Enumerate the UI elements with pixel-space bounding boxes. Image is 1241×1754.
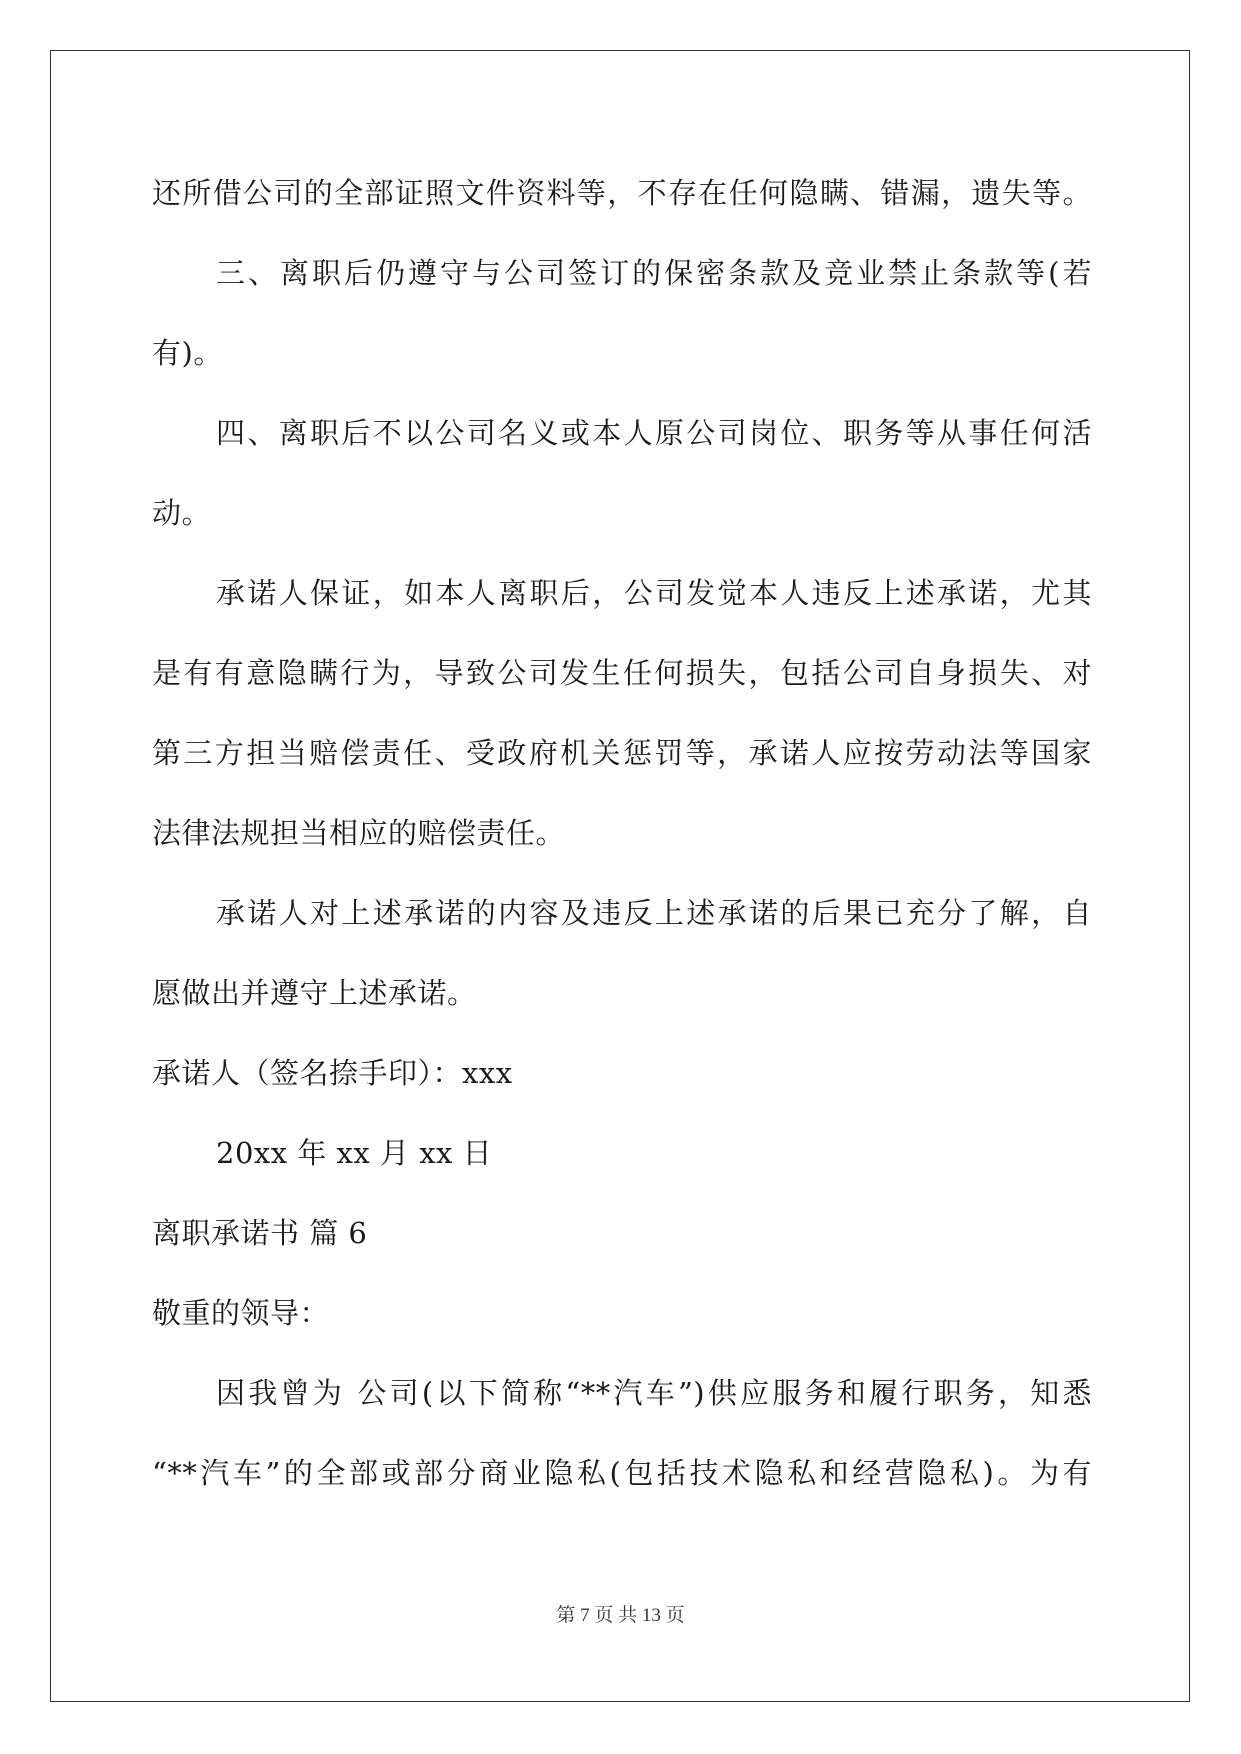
paragraph-line-1: 还所借公司的全部证照文件资料等，不存在任何隐瞒、错漏，遗失等。	[152, 176, 1092, 210]
signature-line: 承诺人（签名捺手印）：xxx	[152, 1056, 513, 1090]
paragraph-line-8: 第三方担当赔偿责任、受政府机关惩罚等，承诺人应按劳动法等国家	[152, 736, 1092, 770]
paragraph-line-10: 承诺人对上述承诺的内容及违反上述承诺的后果已充分了解，自	[216, 896, 1092, 930]
paragraph-line-17: “**汽车”的全部或部分商业隐私(包括技术隐私和经营隐私)。为有	[152, 1456, 1092, 1490]
paragraph-line-7: 是有有意隐瞒行为，导致公司发生任何损失，包括公司自身损失、对	[152, 656, 1092, 690]
date-line: 20xx 年 xx 月 xx 日	[216, 1136, 493, 1170]
paragraph-line-11: 愿做出并遵守上述承诺。	[152, 976, 477, 1010]
paragraph-line-16: 因我曾为 公司(以下简称“**汽车”)供应服务和履行职务，知悉	[216, 1376, 1092, 1410]
paragraph-line-5: 动。	[152, 496, 212, 530]
paragraph-line-9: 法律法规担当相应的赔偿责任。	[152, 816, 566, 850]
section-heading: 离职承诺书 篇 6	[152, 1216, 368, 1250]
paragraph-line-3: 有)。	[152, 336, 223, 370]
salutation: 敬重的领导：	[152, 1296, 330, 1330]
paragraph-line-2: 三、离职后仍遵守与公司签订的保密条款及竞业禁止条款等(若	[216, 256, 1092, 290]
page-number-footer: 第 7 页 共 13 页	[556, 1605, 685, 1626]
paragraph-line-4: 四、离职后不以公司名义或本人原公司岗位、职务等从事任何活	[216, 416, 1092, 450]
paragraph-line-6: 承诺人保证，如本人离职后，公司发觉本人违反上述承诺，尤其	[216, 576, 1092, 610]
